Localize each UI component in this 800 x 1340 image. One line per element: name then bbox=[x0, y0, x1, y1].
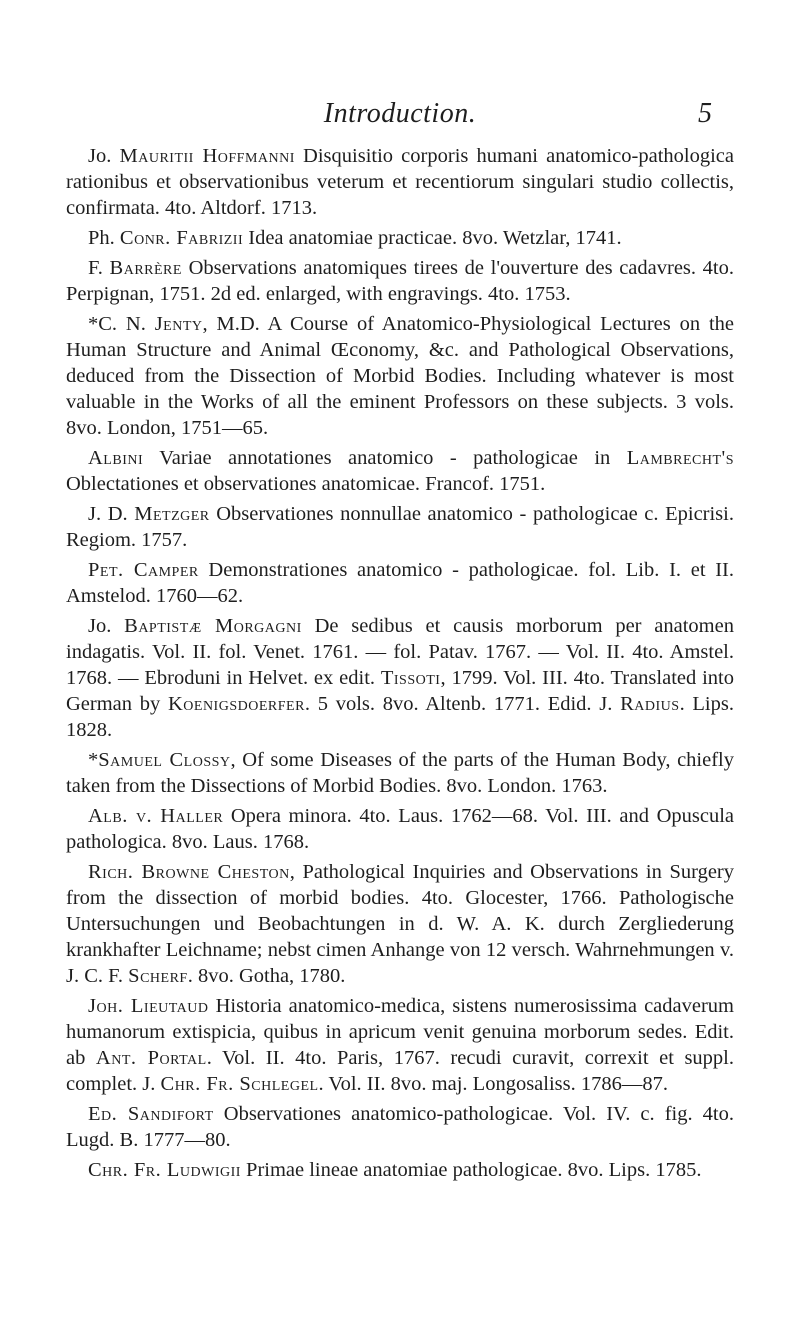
bibliography-list bbox=[66, 143, 734, 1187]
bibliography-entry: Ed. Sandifort Observationes anatomico-pathologicae. Vol. IV. c. fig. 4to. Lugd. B. 1777—80. bbox=[66, 1103, 734, 1151]
bibliography-entry: J. D. Metzger Observationes nonnullae anatomico - pathologicae c. Epicrisi. Regiom. 1757. bbox=[66, 503, 734, 551]
page-number: 5 bbox=[698, 98, 712, 129]
bibliography-entry: F. Barrère Observations anatomiques tirees de l'ouverture des cadavres. 4to. Perpignan, 1751. 2d ed. enlarged, with engravings. 4to. 1753. bbox=[66, 257, 734, 305]
bibliography-entry: Jo. Baptistæ Morgagni De sedibus et causis morborum per anatomen indagatis. Vol. II. fol. Venet. 1761. — fol. Patav. 1767. — Vol. II. 4to. Amstel. 1768. — Ebroduni in Helvet. ex edit. Tissoti, 1799. Vol. III. 4to. Translated into German by Koenigsdoerfer. 5 vols. 8vo. Altenb. 1771. Edid. J. Radius. Lips. 1828. bbox=[66, 615, 734, 741]
bibliography-entry: Pet. Camper Demonstrationes anatomico - pathologicae. fol. Lib. I. et II. Amstelod. 1760—62. bbox=[66, 559, 734, 607]
bibliography-entry: Joh. Lieutaud Historia anatomico-medica, sistens numerosissima cadaverum humanorum extispicia, quibus in apricum venit genuina morborum sedes. Edit. ab Ant. Portal. Vol. II. 4to. Paris, 1767. recudi curavit, correxit et suppl. complet. J. Chr. Fr. Schlegel. Vol. II. 8vo. maj. Longosaliss. 1786—87. bbox=[66, 995, 734, 1095]
bibliography-entry: *C. N. Jenty, M.D. A Course of Anatomico-Physiological Lectures on the Human Structure and Animal Œconomy, &c. and Pathological Observations, deduced from the Dissection of Morbid Bodies. Including whatever is most valuable in the Works of all the eminent Professors on these subjects. 3 vols. 8vo. London, 1751—65. bbox=[66, 313, 734, 439]
bibliography-entry: Ph. Conr. Fabrizii Idea anatomiae practicae. 8vo. Wetzlar, 1741. bbox=[88, 227, 622, 249]
bibliography-entry: Albini Variae annotationes anatomico - pathologicae in Lambrecht's Oblectationes et observationes anatomicae. Francof. 1751. bbox=[66, 447, 734, 495]
running-title: Introduction. bbox=[323, 98, 477, 129]
bibliography-entry: Alb. v. Haller Opera minora. 4to. Laus. 1762—68. Vol. III. and Opuscula pathologica. 8vo. Laus. 1768. bbox=[66, 805, 734, 853]
bibliography-entry: *Samuel Clossy, Of some Diseases of the parts of the Human Body, chiefly taken from the Dissections of Morbid Bodies. 8vo. London. 1763. bbox=[66, 749, 734, 797]
bibliography-entry: Chr. Fr. Ludwigii Primae lineae anatomiae pathologicae. 8vo. Lips. 1785. bbox=[88, 1159, 702, 1181]
bibliography-entry: Jo. Mauritii Hoffmanni Disquisitio corporis humani anatomico-pathologica rationibus et observationibus veterum et recentiorum singulari studio collectis, confirmata. 4to. Altdorf. 1713. bbox=[66, 145, 734, 219]
bibliography-entry: Rich. Browne Cheston, Pathological Inquiries and Observations in Surgery from the dissection of morbid bodies. 4to. Glocester, 1766. Pathologische Untersuchungen und Beobachtungen in d. W. A. K. durch Zergliederung krankhafter Leichname; nebst cimen Anhange von 12 versch. Wahrnehmungen v. J. C. F. Scherf. 8vo. Gotha, 1780. bbox=[66, 861, 734, 987]
running-head bbox=[0, 98, 800, 138]
